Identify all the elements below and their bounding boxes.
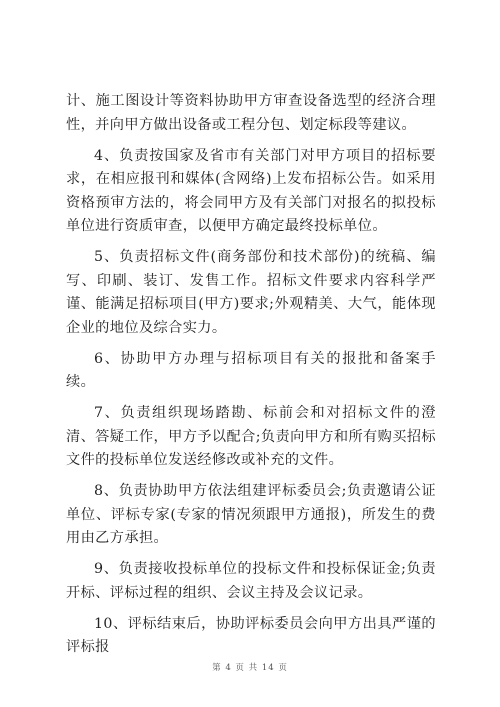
paragraph-continuation: 计、施工图设计等资料协助甲方审查设备选型的经济合理性，并向甲方做出设备或工程分包、划定标段等建议。 xyxy=(66,93,436,133)
paragraph-item-10: 10、评标结束后，协助评标委员会向甲方出具严谨的评标报 xyxy=(66,615,436,655)
page-number-footer: 第 4 页 共 14 页 xyxy=(212,663,288,673)
paragraph-item-8: 8、负责协助甲方依法组建评标委员会;负责邀请公证单位、评标专家(专家的情况须跟甲方通报)，所发生的费用由乙方承担。 xyxy=(66,483,436,546)
paragraph-item-4: 4、负责按国家及省市有关部门对甲方项目的招标要求，在相应报刊和媒体(含网络)上发布招标公告。如采用资格预审方法的，将会同甲方及有关部门对报名的拟投标单位进行资质审查，以便甲方确定最终投标单位。 xyxy=(66,147,436,234)
paragraph-item-5: 5、负责招标文件(商务部份和技术部份)的统稿、编写、印刷、装订、发售工作。招标文件要求内容科学严谨、能满足招标项目(甲方)要求;外观精美、大气，能体现企业的地位及综合实力。 xyxy=(66,249,436,336)
paragraph-item-6: 6、协助甲方办理与招标项目有关的报批和备案手续。 xyxy=(66,350,436,390)
paragraph-item-9: 9、负责接收投标单位的投标文件和投标保证金;负责开标、评标过程的组织、会议主持及会议记录。 xyxy=(66,561,436,601)
document-body xyxy=(66,90,436,667)
paragraph-item-7: 7、负责组织现场踏勘、标前会和对招标文件的澄清、答疑工作，甲方予以配合;负责向甲方和所有购买招标文件的投标单位发送经修改或补充的文件。 xyxy=(66,405,436,468)
